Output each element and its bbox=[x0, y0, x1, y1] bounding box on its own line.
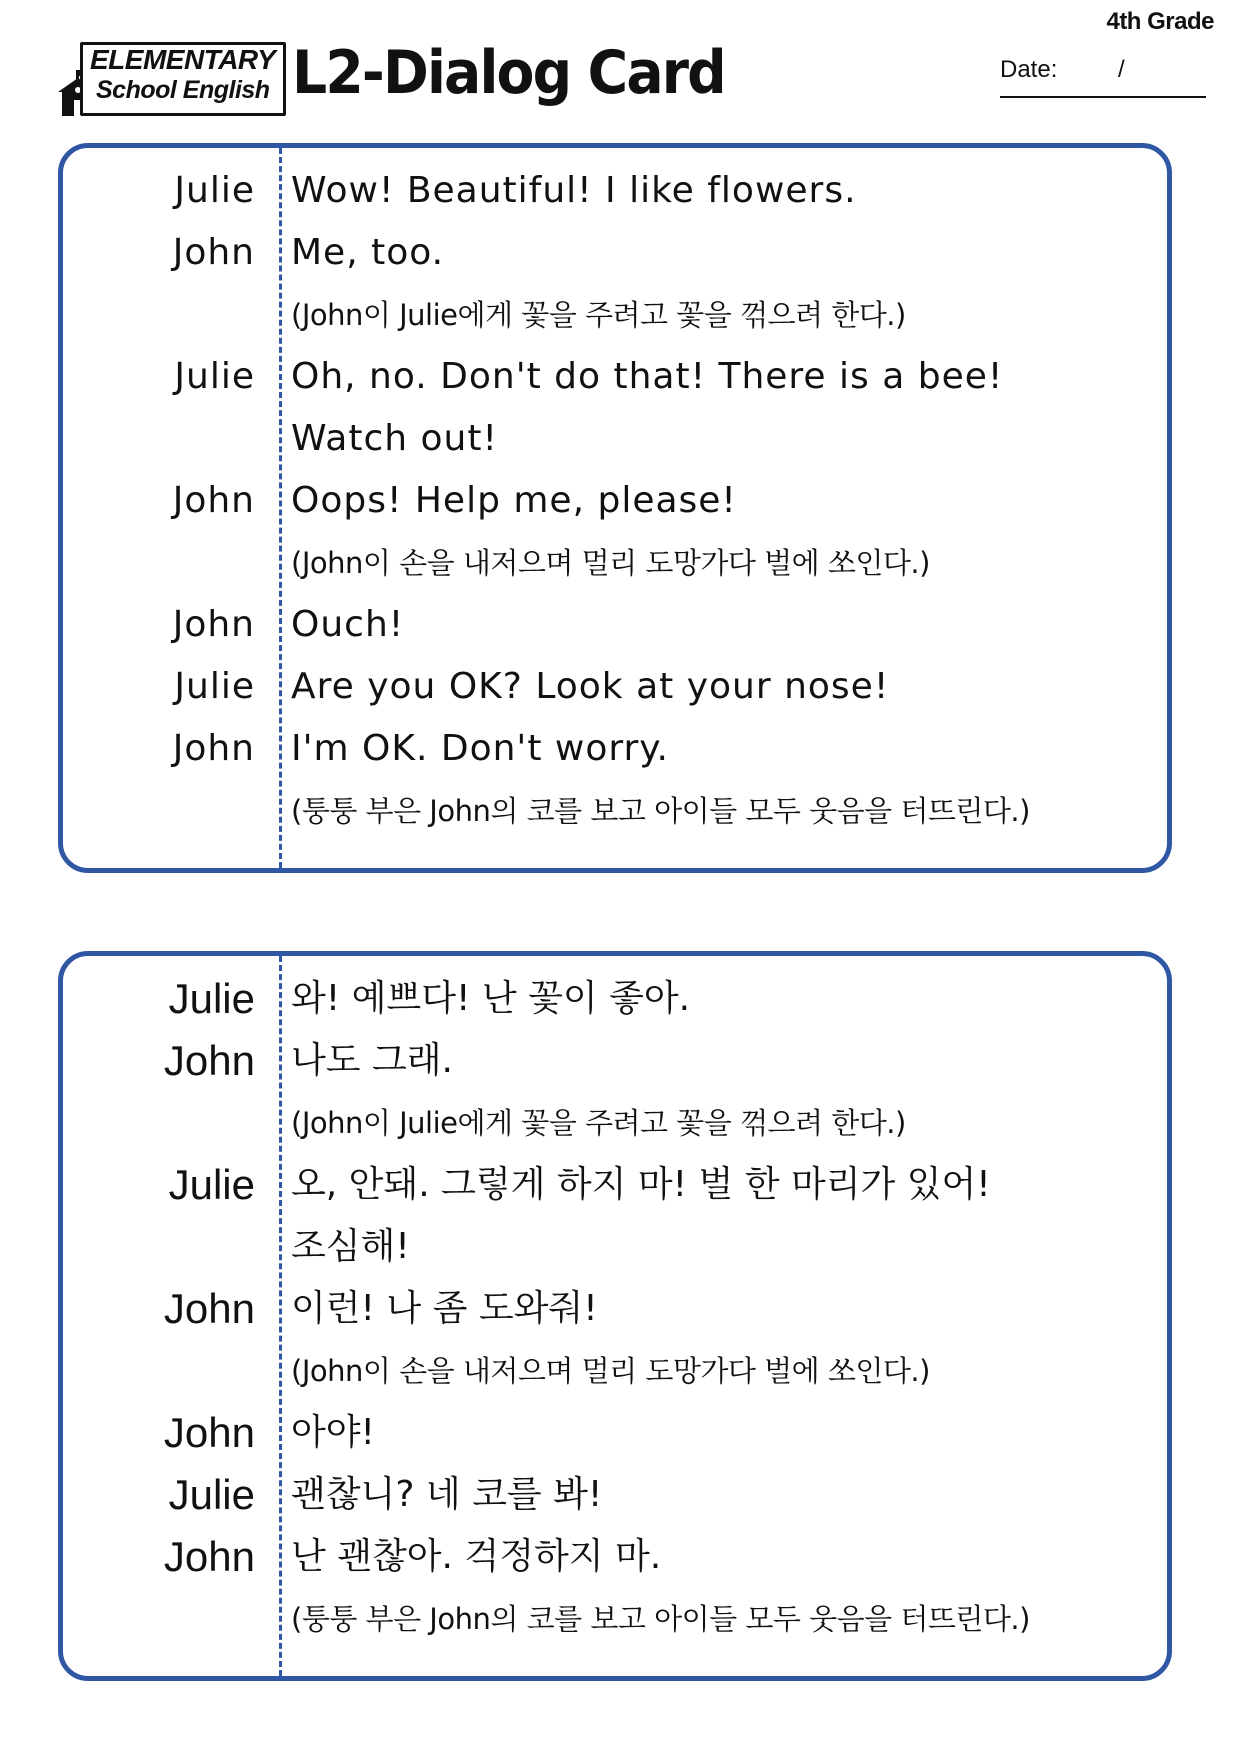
dialog-row bbox=[63, 532, 1163, 594]
dialog-line: Oops! Help me, please! bbox=[291, 480, 737, 521]
dialog-row bbox=[63, 222, 1163, 284]
dialog-line: 아야! bbox=[291, 1412, 375, 1453]
speaker-name: Julie bbox=[174, 170, 255, 211]
stage-direction: (John이 Julie에게 꽃을 주려고 꽃을 꺾으려 한다.) bbox=[291, 298, 906, 332]
dialog-row bbox=[63, 1526, 1163, 1588]
date-label: Date: bbox=[1000, 56, 1058, 83]
dialog-row bbox=[63, 1092, 1163, 1154]
dialog-line: Oh, no. Don't do that! There is a bee! bbox=[291, 356, 1004, 397]
dialog-row bbox=[63, 408, 1163, 470]
dialog-line: Are you OK? Look at your nose! bbox=[291, 666, 890, 707]
speaker-name: Julie bbox=[168, 1161, 255, 1208]
stage-direction: (John이 손을 내저으며 멀리 도망가다 벌에 쏘인다.) bbox=[291, 546, 930, 580]
dialog-line: Me, too. bbox=[291, 232, 445, 273]
dialog-line: Ouch! bbox=[291, 604, 405, 645]
date-field bbox=[1000, 56, 1206, 98]
dialog-line: 괜찮니? 네 코를 봐! bbox=[291, 1474, 603, 1515]
speaker-name: John bbox=[163, 1533, 255, 1580]
stage-direction: (John이 손을 내저으며 멀리 도망가다 벌에 쏘인다.) bbox=[291, 1354, 930, 1388]
dialog-line: Wow! Beautiful! I like flowers. bbox=[291, 170, 857, 211]
logo-text-school-english: School English bbox=[96, 76, 270, 104]
page-title: L2-Dialog Card bbox=[292, 38, 725, 108]
dialog-row bbox=[63, 968, 1163, 1030]
dialog-row bbox=[63, 470, 1163, 532]
dialog-row bbox=[63, 1464, 1163, 1526]
speaker-name: John bbox=[163, 1409, 255, 1456]
logo-text-elementary: ELEMENTARY bbox=[90, 44, 276, 75]
dialog-line: 이런! 나 좀 도와줘! bbox=[291, 1288, 598, 1329]
speaker-name: John bbox=[172, 604, 255, 645]
stage-direction: (퉁퉁 부은 John의 코를 보고 아이들 모두 웃음을 터뜨린다.) bbox=[291, 794, 1030, 828]
dialog-line: 와! 예쁘다! 난 꽃이 좋아. bbox=[291, 978, 691, 1019]
dialog-row bbox=[63, 160, 1163, 222]
speaker-name: John bbox=[172, 232, 255, 273]
english-dialog-card bbox=[58, 143, 1172, 873]
dialog-row bbox=[63, 1588, 1163, 1650]
dialog-line: Watch out! bbox=[291, 418, 498, 459]
speaker-name: Julie bbox=[174, 356, 255, 397]
speaker-name: John bbox=[172, 728, 255, 769]
dialog-line: I'm OK. Don't worry. bbox=[291, 728, 669, 769]
speaker-name: John bbox=[163, 1285, 255, 1332]
korean-dialog-card bbox=[58, 951, 1172, 1681]
stage-direction: (퉁퉁 부은 John의 코를 보고 아이들 모두 웃음을 터뜨린다.) bbox=[291, 1602, 1030, 1636]
elementary-school-english-logo bbox=[56, 40, 286, 116]
dialog-line: 나도 그래. bbox=[291, 1040, 453, 1081]
dialog-line: 오, 안돼. 그렇게 하지 마! 벌 한 마리가 있어! bbox=[291, 1164, 991, 1205]
dialog-row bbox=[63, 718, 1163, 780]
dialog-row bbox=[63, 284, 1163, 346]
speaker-name: Julie bbox=[168, 975, 255, 1022]
dialog-row bbox=[63, 346, 1163, 408]
speaker-name: Julie bbox=[168, 1471, 255, 1518]
date-separator: / bbox=[1118, 56, 1125, 83]
speaker-name: John bbox=[163, 1037, 255, 1084]
speaker-name: John bbox=[172, 480, 255, 521]
dialog-row bbox=[63, 1402, 1163, 1464]
dialog-line: 조심해! bbox=[291, 1226, 410, 1267]
grade-label: 4th Grade bbox=[1106, 8, 1214, 35]
dialog-line: 난 괜찮아. 걱정하지 마. bbox=[291, 1536, 662, 1577]
dialog-row bbox=[63, 780, 1163, 842]
dialog-row bbox=[63, 656, 1163, 718]
dialog-row bbox=[63, 1340, 1163, 1402]
dialog-row bbox=[63, 1030, 1163, 1092]
stage-direction: (John이 Julie에게 꽃을 주려고 꽃을 꺾으려 한다.) bbox=[291, 1106, 906, 1140]
speaker-name: Julie bbox=[174, 666, 255, 707]
dialog-row bbox=[63, 1216, 1163, 1278]
dialog-row bbox=[63, 1154, 1163, 1216]
dialog-row bbox=[63, 594, 1163, 656]
dialog-row bbox=[63, 1278, 1163, 1340]
